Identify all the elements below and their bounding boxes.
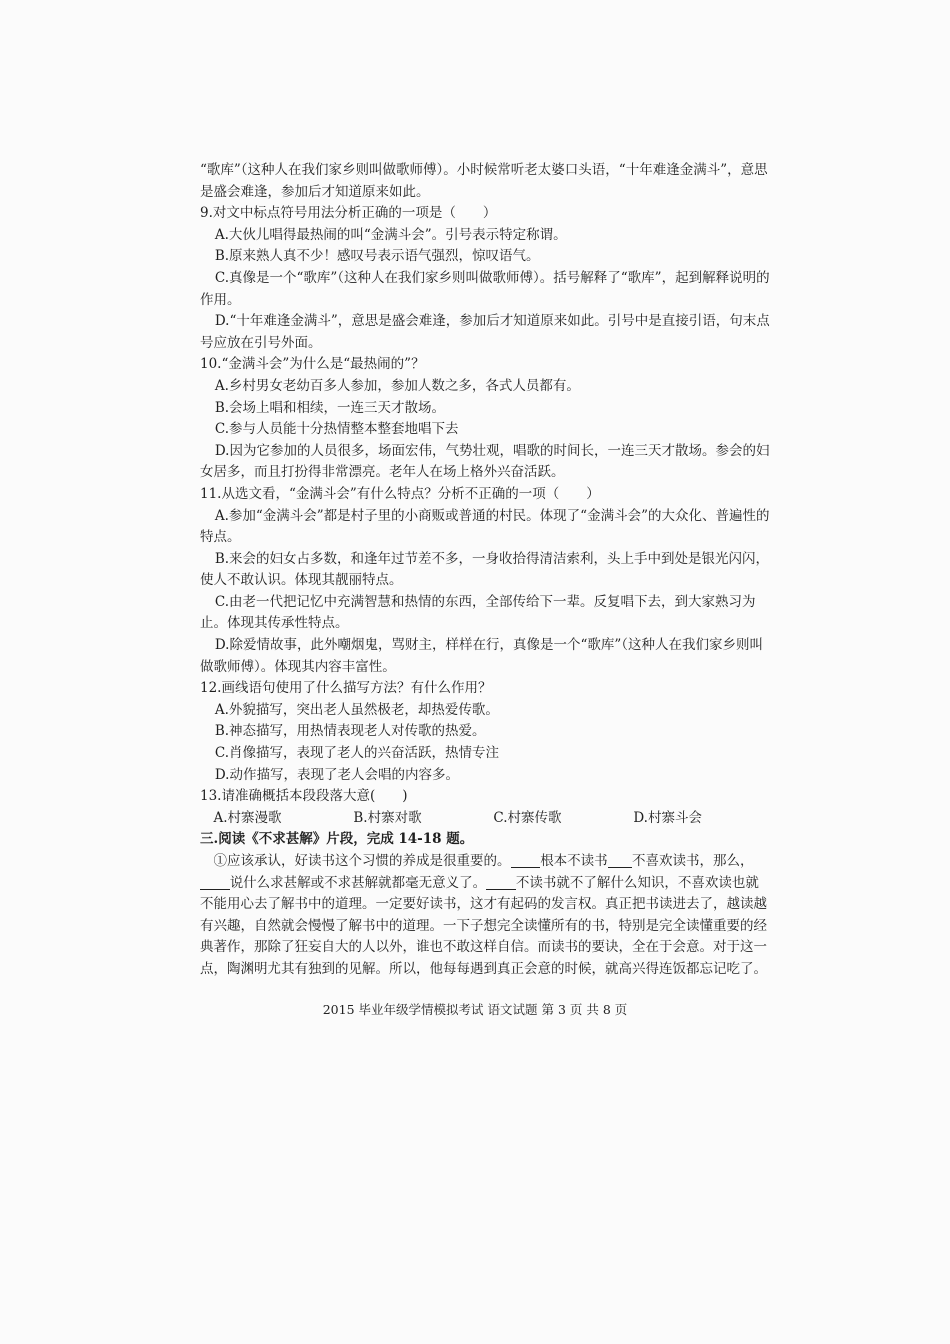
paragraph-part-1: ①应该承认，好读书这个习惯的养成是很重要的。	[213, 853, 511, 869]
question-10-option-d: D.因为它参加的人员很多，场面宏伟，气势壮观，唱歌的时间长，一连三天才散场。参会的妇女居多，而且打扮得非常漂亮。老年人在场上格外兴奋活跃。	[200, 442, 770, 481]
question-12-option-a: A.外貌描写，突出老人虽然极老，却热爱传歌。	[214, 701, 499, 718]
question-13-option-b: B.村寨对歌	[353, 809, 422, 826]
question-9-stem: 9.对文中标点符号用法分析正确的一项是（ ）	[200, 205, 497, 222]
question-9-option-c: C.真像是一个“歌库”（这种人在我们家乡则叫做歌师傅）。括号解释了“歌库”，起到解释说明的作用。	[200, 269, 770, 308]
question-12-option-d: D.动作描写，表现了老人会唱的内容多。	[214, 766, 459, 783]
page-content	[200, 160, 772, 981]
question-12-stem: 12.画线语句使用了什么描写方法？有什么作用？	[200, 680, 492, 697]
question-9-option-a: A.大伙儿唱得最热闹的叫“金满斗会”。引号表示特定称谓。	[214, 226, 567, 243]
question-10-option-c: C.参与人员能十分热情整本整套地唱下去	[214, 421, 459, 438]
paragraph-part-4: 说什么求甚解或不求甚解就都毫无意义了。	[229, 874, 487, 891]
question-11-stem: 11.从选文看，“金满斗会”有什么特点？分析不正确的一项（ ）	[200, 485, 600, 502]
fill-blank-1	[511, 854, 541, 869]
question-13-option-d: D.村寨斗会	[633, 809, 702, 826]
question-12-option-c: C.肖像描写，表现了老人的兴奋活跃，热情专注	[214, 745, 499, 762]
question-10-stem: 10.“金满斗会”为什么是“最热闹的”？	[200, 356, 425, 373]
section-3-paragraph	[200, 851, 772, 981]
question-13-options	[200, 808, 772, 830]
question-13-option-a: A.村寨漫歌	[213, 809, 282, 826]
question-13-stem: 13.请准确概括本段段落大意( )	[200, 788, 408, 805]
question-10-option-a: A.乡村男女老幼百多人参加，参加人数之多，各式人员都有。	[214, 377, 580, 394]
paragraph-part-5: 不读书就不了解什么知识，不喜欢读也就不能用心去了解书中的道理。一定要好读书，这才有起码的发言权。真正把书读进去了，越读越有兴趣，自然就会慢慢了解书中的道理。一下子想完全读懂所有的书，特别是完全读懂重要的经典著作，那除了狂妄自大的人以外，谁也不敢这样自信。而读书的要诀，全在于会意。对于这一点，陶渊明尤其有独到的见解。所以，他每每遇到真正会意的时候，就高兴得连饭都忘记吃了。	[200, 874, 767, 977]
question-11-option-d: D.除爱情故事，此外嘲烟鬼，骂财主，样样在行，真像是一个“歌库”（这种人在我们家乡则叫做歌师傅）。体现其内容丰富性。	[200, 637, 764, 675]
question-9-option-d: D.“十年难逢金满斗”，意思是盛会难逢，参加后才知道原来如此。引号中是直接引语，句末点号应放在引号外面。	[200, 313, 770, 351]
question-11-option-a: A.参加“金满斗会”都是村子里的小商贩或普通的村民。体现了“金满斗会”的大众化、普遍性的特点。	[200, 507, 770, 546]
question-9-option-b: B.原来熟人真不少！感叹号表示语气强烈，惊叹语气。	[214, 248, 540, 265]
question-11-option-c: C.由老一代把记忆中充满智慧和热情的东西，全部传给下一辈。反复唱下去，到大家熟习为止。体现其传承性特点。	[200, 593, 756, 632]
question-11-option-b: B.来会的妇女占多数，和逢年过节差不多，一身收拾得清洁索利，头上手中到处是银光闪闪，使人不敢认识。体现其靓丽特点。	[200, 550, 770, 589]
fill-blank-2	[608, 854, 632, 869]
fill-blank-3	[200, 875, 230, 890]
question-12-option-b: B.神态描写，用热情表现老人对传歌的热爱。	[214, 723, 486, 740]
question-13-option-c: C.村寨传歌	[493, 809, 562, 826]
page-footer: 2015 毕业年级学情模拟考试 语文试题 第 3 页 共 8 页	[322, 1002, 628, 1017]
paragraph-part-3: 不喜欢读书，那么，	[631, 853, 754, 869]
paragraph-part-2: 根本不读书	[540, 853, 608, 869]
fill-blank-4	[486, 875, 516, 890]
section-3-title: 三.阅读《不求甚解》片段，完成 14-18 题。	[200, 831, 474, 848]
question-10-option-b: B.会场上唱和相续，一连三天才散场。	[214, 399, 446, 416]
intro-paragraph: “歌库”（这种人在我们家乡则叫做歌师傅）。小时候常听老太婆口头语，“十年难逢金满斗”，意思是盛会难逢，参加后才知道原来如此。	[200, 162, 768, 200]
